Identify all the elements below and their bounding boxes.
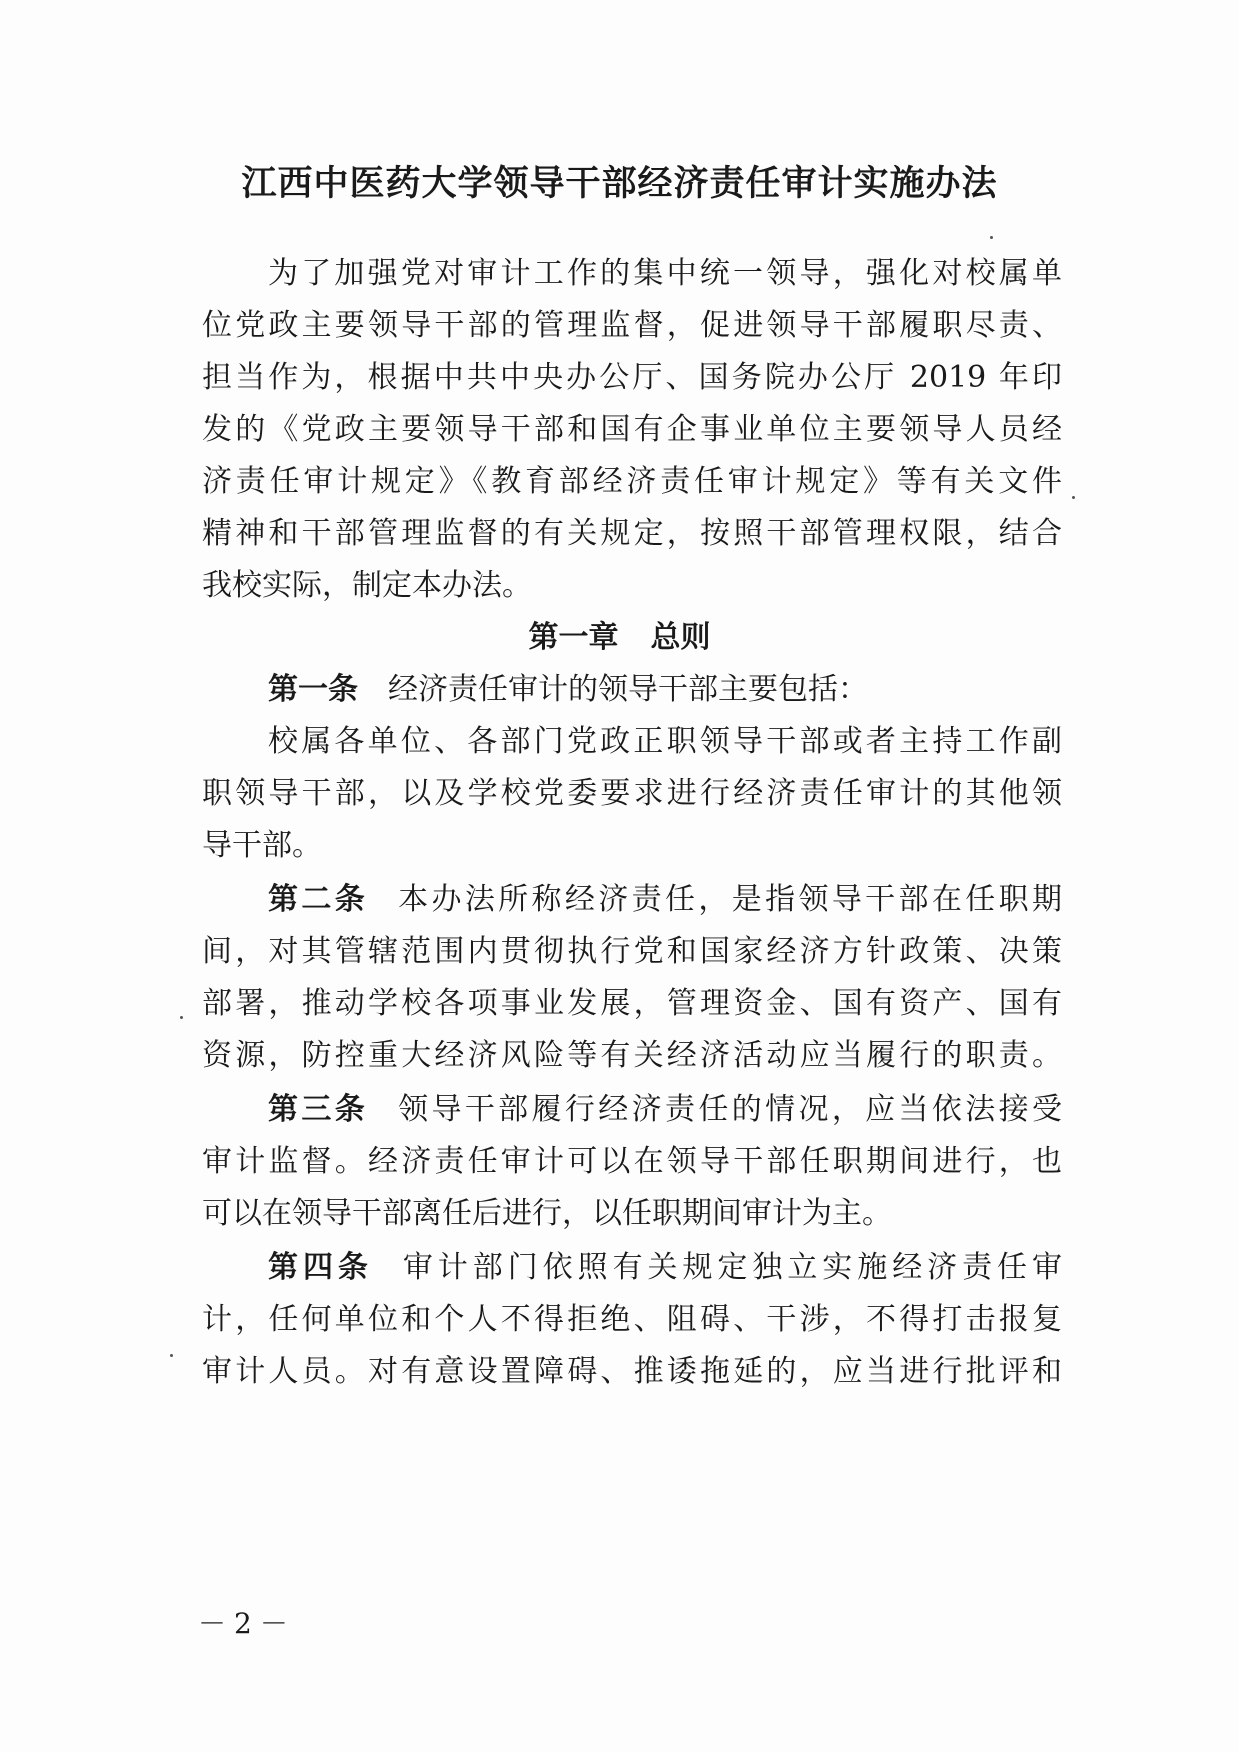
page-number: －2－	[198, 1607, 296, 1640]
article-text: 审计部门依照有关规定独立实施经济责任审	[402, 1250, 1063, 1285]
preamble-line: 济责任审计规定》《教育部经济责任审计规定》等有关文件	[202, 464, 1062, 499]
preamble-line: 我校实际，制定本办法。	[202, 568, 532, 603]
article-label: 第三条	[268, 1092, 369, 1127]
article-text: 领导干部履行经济责任的情况，应当依法接受	[398, 1092, 1063, 1127]
article-line: 间，对其管辖范围内贯彻执行党和国家经济方针政策、决策	[202, 934, 1062, 969]
scan-speck	[180, 1016, 183, 1019]
article-line: 职领导干部，以及学校党委要求进行经济责任审计的其他领	[202, 776, 1062, 811]
article-line	[268, 1248, 1062, 1288]
scan-speck	[1072, 496, 1075, 499]
preamble-line: 精神和干部管理监督的有关规定，按照干部管理权限，结合	[202, 516, 1062, 551]
article-line	[268, 670, 1062, 710]
preamble-line: 发的《党政主要领导干部和国有企事业单位主要领导人员经	[202, 412, 1062, 447]
article-line: 校属各单位、各部门党政正职领导干部或者主持工作副	[268, 724, 1062, 759]
article-label: 第四条	[268, 1250, 373, 1285]
article-line: 审计监督。经济责任审计可以在领导干部任职期间进行，也	[202, 1144, 1062, 1179]
article-line: 部署，推动学校各项事业发展，管理资金、国有资产、国有	[202, 986, 1062, 1021]
scan-speck	[170, 1354, 173, 1357]
article-line: 导干部。	[202, 828, 322, 863]
article-text: 经济责任审计的领导干部主要包括：	[388, 672, 868, 707]
chapter-name: 总则	[650, 620, 711, 655]
article-label: 第一条	[268, 672, 358, 707]
article-line: 资源，防控重大经济风险等有关经济活动应当履行的职责。	[202, 1038, 1062, 1073]
preamble-line: 位党政主要领导干部的管理监督，促进领导干部履职尽责、	[202, 308, 1062, 343]
chapter-number: 第一章	[528, 620, 619, 655]
article-line: 审计人员。对有意设置障碍、推诿拖延的，应当进行批评和	[202, 1354, 1062, 1389]
scan-speck	[990, 236, 993, 239]
article-text: 本办法所称经济责任，是指领导干部在任职期	[398, 882, 1063, 917]
article-label: 第二条	[268, 882, 369, 917]
chapter-heading	[0, 618, 1239, 658]
preamble-line: 为了加强党对审计工作的集中统一领导，强化对校属单	[268, 256, 1062, 291]
article-line	[268, 880, 1062, 920]
article-line	[268, 1090, 1062, 1130]
document-title: 江西中医药大学领导干部经济责任审计实施办法	[241, 163, 998, 204]
preamble-line: 担当作为，根据中共中央办公厅、国务院办公厅 2019 年印	[202, 360, 1062, 395]
article-line: 计，任何单位和个人不得拒绝、阻碍、干涉，不得打击报复	[202, 1302, 1062, 1337]
article-line: 可以在领导干部离任后进行，以任职期间审计为主。	[202, 1196, 892, 1231]
